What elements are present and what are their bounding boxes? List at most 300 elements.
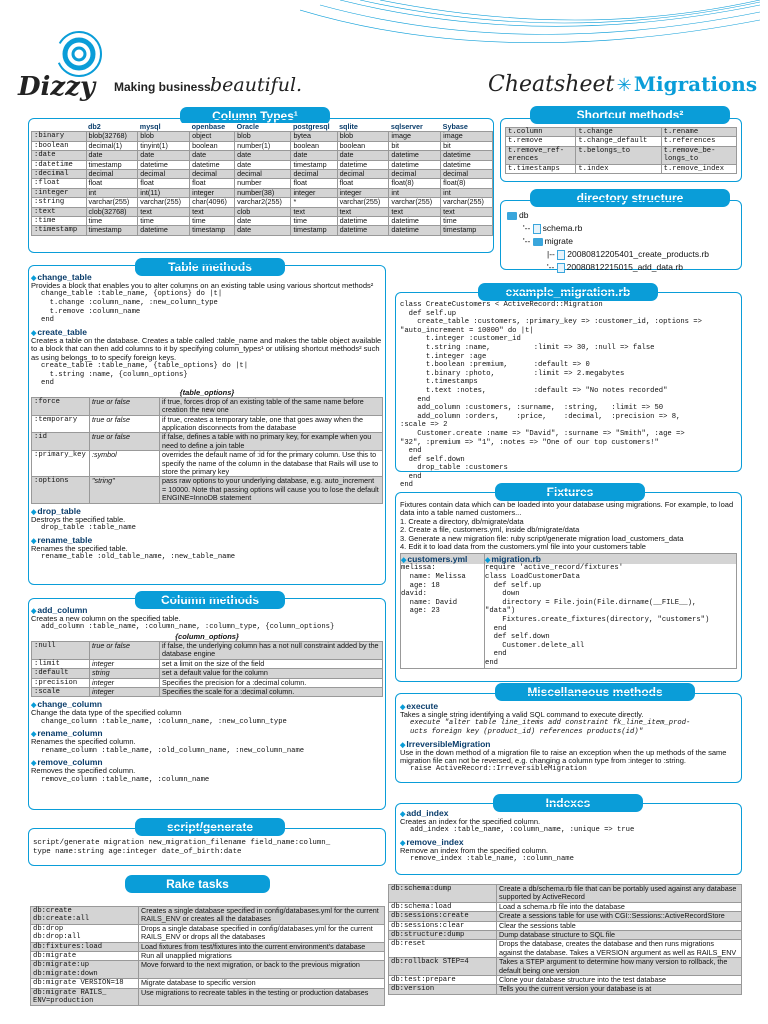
column-type-cell: char(4096) [190, 198, 235, 207]
column-type-name: :datetime [32, 160, 87, 169]
column-type-cell: date [235, 217, 291, 226]
column-types-header: Column Types¹ [180, 107, 330, 125]
column-type-cell: datetime [441, 160, 493, 169]
shortcut-cell: t.references [661, 137, 736, 146]
column-options-caption: {column_options} [175, 632, 239, 641]
table-row [389, 985, 742, 994]
option-desc: if false, the underlying column has a not null constraint added by the database engine [160, 642, 383, 660]
column-type-cell: float [138, 179, 190, 188]
option-name: :id [32, 433, 90, 451]
option-name: :precision [32, 678, 90, 687]
option-type: integer [90, 659, 160, 668]
option-type: true or false [90, 397, 160, 415]
script-generate-header: script/generate [135, 818, 285, 836]
column-type-cell: date [291, 151, 337, 160]
column-type-cell: clob(32768) [86, 207, 138, 216]
misc-methods-header: Miscellaneous methods [495, 683, 695, 701]
db-header-2: mysql [138, 123, 190, 132]
column-type-cell: datetime [337, 226, 389, 235]
drop-table-code: drop_table :table_name [41, 524, 136, 533]
table-row [32, 451, 383, 477]
shortcut-methods-section [500, 118, 742, 182]
column-type-cell: datetime [389, 217, 441, 226]
rake-command: db:migrate [31, 952, 139, 961]
shortcut-cell: t.remove [506, 137, 576, 146]
column-type-cell: decimal(1) [86, 141, 138, 150]
db-header-6: sqlite [337, 123, 389, 132]
column-type-cell: text [389, 207, 441, 216]
table-row [389, 912, 742, 921]
file-icon [557, 250, 565, 260]
folder-icon [533, 238, 543, 246]
execute-desc: Takes a single string identifying a valid SQL command to execute directly. [400, 710, 644, 719]
table-row [32, 198, 493, 207]
rake-desc: Move forward to the next migration, or back to the previous migration [139, 961, 385, 979]
execute-code: execute "alter table line_items add constraint fk_line_item_prod- ucts foreign key (product_id) references products(id)" [410, 719, 691, 736]
shortcut-cell: t.change_default [576, 137, 661, 146]
option-desc: set a limit on the size of the field [160, 659, 383, 668]
column-type-cell: float [190, 179, 235, 188]
option-type: integer [90, 678, 160, 687]
column-type-cell: decimal [190, 170, 235, 179]
example-migration-code: class CreateCustomers < ActiveRecord::Migration def self.up create_table :customers, :primary_key => :customer_id, :options => "auto_increment = 10000" do |t| t.integer :customer_id t.string :name, :limit => 30, :null => false t.integer :age t.boolean :premium, :default => 0 t.binary :photo, :limit => 2.megabytes t.timestamps t.text :notes, :default => "No notes recorded" end add_column :customers, :surname, :string, :limit => 50 add_column :orders, :price, :decimal, :precision => 8, :scale => 2 Customer.create :name => "David", :surname => "Smith", :age => "32", :premium => "1", :notes => "One of our top customers!" end def self.down drop_table :customers end end [400, 301, 702, 490]
column-type-cell: text [441, 207, 493, 216]
shortcut-cell: t.remove_index [661, 164, 736, 173]
change-column-desc: Change the data type of the specified column [31, 708, 182, 718]
column-type-cell: timestamp [86, 226, 138, 235]
option-name: :primary_key [32, 451, 90, 477]
option-type: true or false [90, 415, 160, 433]
table-row [32, 688, 383, 697]
table-row [31, 907, 385, 925]
column-type-cell: datetime [138, 160, 190, 169]
column-type-cell: int [86, 188, 138, 197]
table-methods-header: Table methods [135, 258, 285, 276]
indexes-header: Indexes [493, 794, 643, 812]
fixtures-files [400, 553, 737, 668]
table-row [32, 477, 383, 503]
column-type-cell: time [441, 217, 493, 226]
column-type-cell: integer [291, 188, 337, 197]
column-type-cell: float [86, 179, 138, 188]
column-type-cell: decimal [86, 170, 138, 179]
table-row [32, 415, 383, 433]
column-type-cell: integer [337, 188, 389, 197]
column-type-cell: boolean [190, 141, 235, 150]
column-type-cell: object [190, 132, 235, 141]
change-table-desc: Provides a block that enables you to alter columns on an existing table using various shortcut methods² [31, 281, 374, 290]
tree-file-2: '-- 20080812215015_add_data.rb [547, 262, 683, 272]
example-migration-header: example_migration.rb [478, 283, 658, 301]
option-desc: if true, forces drop of an existing table of the same name before creation the new one [160, 397, 383, 415]
script-generate-code: script/generate migration new_migration_filename field_name:column_ type name:string age:integer date_of_birth:date [33, 839, 331, 856]
file-icon [533, 224, 541, 234]
column-type-name: :integer [32, 188, 87, 197]
rake-desc: Create a sessions table for use with CGI::Sessions::ActiveRecordStore [497, 912, 742, 921]
column-type-name: :binary [32, 132, 87, 141]
irreversible-code: raise ActiveRecord::IrreversibleMigration [410, 765, 587, 774]
db-header-8: Sybase [441, 123, 493, 132]
type-header [32, 123, 87, 132]
fixtures-step-3: 3. Generate a new migration file: ruby script/generate migration load_customers_data [400, 533, 684, 543]
column-type-cell: number(1) [235, 141, 291, 150]
add-index-desc: Creates an index for the specified column. [400, 817, 541, 826]
rename-table-heading: ◆ rename_table [31, 535, 383, 545]
swirl-decoration [300, 0, 760, 75]
rake-command: db:migrate RAILS_ ENV=production [31, 988, 139, 1006]
option-type: true or false [90, 642, 160, 660]
column-type-cell: varchar(255) [441, 198, 493, 207]
column-methods-section [28, 598, 386, 810]
shortcut-cell: t.rename [661, 128, 736, 137]
column-type-cell: varchar(255) [389, 198, 441, 207]
column-type-cell: time [86, 217, 138, 226]
table-row [389, 885, 742, 903]
rake-command: db:sessions:create [389, 912, 497, 921]
column-type-cell: int [441, 188, 493, 197]
option-desc: set a default value for the column [160, 669, 383, 678]
column-type-cell: datetime [337, 160, 389, 169]
column-type-cell: datetime [337, 217, 389, 226]
rake-command: db:rollback STEP=4 [389, 958, 497, 976]
column-type-cell: blob [138, 132, 190, 141]
rake-desc: Load a schema.rb file into the database [497, 902, 742, 911]
folder-icon [507, 212, 517, 220]
shortcut-cell: t.remove_ref- erences [506, 146, 576, 164]
indexes-section [395, 803, 742, 875]
add-index-code: add_index :table_name, :column_name, :unique => true [410, 826, 635, 835]
option-name: :default [32, 669, 90, 678]
rake-command: db:fixtures:load [31, 942, 139, 951]
column-type-cell: float(8) [389, 179, 441, 188]
column-type-cell: bytea [291, 132, 337, 141]
create-table-code: create_table :table_name, {table_options} do |t| t.string :name, {column_options} end [41, 362, 249, 388]
shortcut-cell: t.column [506, 128, 576, 137]
column-type-cell: tinyint(1) [138, 141, 190, 150]
column-type-name: :timestamp [32, 226, 87, 235]
column-type-cell: timestamp [291, 160, 337, 169]
column-type-cell: number(38) [235, 188, 291, 197]
db-header-3: openbase [190, 123, 235, 132]
rake-command: db:schema:dump [389, 885, 497, 903]
column-type-cell: blob [235, 132, 291, 141]
irreversible-heading: ◆ IrreversibleMigration [400, 739, 737, 749]
option-type: "string" [90, 477, 160, 503]
rename-column-heading: ◆ rename_column [31, 728, 383, 738]
column-type-cell: text [190, 207, 235, 216]
option-desc: if false, defines a table with no primary key, for example when you need to define a join table [160, 433, 383, 451]
rake-desc: Use migrations to recreate tables in the testing or production databases [139, 988, 385, 1006]
table-row [389, 958, 742, 976]
tree-db: db [507, 209, 735, 222]
rake-command: db:migrate:up db:migrate:down [31, 961, 139, 979]
table-row [31, 924, 385, 942]
table-row [32, 669, 383, 678]
create-table-desc: Creates a table on the database. Creates a table called :table_name and makes the table object available to a block that can then add columns to it by specifying column_types¹ or utilising shortcut methods² such as using belongs_to to specify foreign keys. [31, 335, 382, 362]
rake-desc: Create a db/schema.rb file that can be portably used against any database supported by ActiveRecord [497, 885, 742, 903]
table-row [32, 179, 493, 188]
rake-command: db:structure:dump [389, 931, 497, 940]
rename-column-code: rename_column :table_name, :old_column_name, :new_column_name [41, 746, 305, 755]
column-type-cell: timestamp [441, 226, 493, 235]
fixtures-desc: Fixtures contain data which can be loaded into your database using migrations. For example, to load data into a table named customers... [400, 500, 734, 518]
column-type-cell: blob(32768) [86, 132, 138, 141]
rake-command: db:sessions:clear [389, 921, 497, 930]
change-table-code: change_table :table_name, {options} do |t| t.change :column_name, :new_column_type t.remove :column_name end [41, 290, 223, 325]
remove-column-code: remove_column :table_name, :column_name [41, 775, 210, 784]
rake-table-left [30, 906, 385, 1006]
table-options-table [31, 397, 383, 504]
column-type-cell: datetime [389, 151, 441, 160]
table-row [32, 397, 383, 415]
rake-desc: Load fixtures from test/fixtures into the current environment's database [139, 942, 385, 951]
rake-desc: Dump database structure to SQL file [497, 931, 742, 940]
shortcut-cell: t.belongs_to [576, 146, 661, 164]
table-row [506, 128, 737, 137]
rake-desc: Tells you the current version your database is at [497, 985, 742, 994]
tree-file-1: |-- 20080812205401_create_products.rb [547, 249, 710, 259]
table-row [32, 642, 383, 660]
rake-command: db:migrate VERSION=18 [31, 979, 139, 988]
directory-header: directory structure [530, 189, 730, 207]
rake-desc: Drops a single database specified in config/databases.yml for the current RAILS_ENV or drops all the databases [139, 924, 385, 942]
option-type: true or false [90, 433, 160, 451]
rake-command: db:schema:load [389, 902, 497, 911]
add-column-desc: Creates a new column on the specified table. [31, 614, 181, 623]
fixtures-step-4: 4. Edit it to load data from the customers.yml file into your customers table [400, 542, 646, 552]
irreversible-desc: Use in the down method of a migration file to raise an exception when the up methods of the same migration file can not be reversed, e.g. changing a column type from :integer to :string. [400, 747, 727, 765]
fixtures-step-2: 2. Create a file, customers.yml, inside db/migrate/data [400, 525, 580, 535]
column-type-name: :date [32, 151, 87, 160]
tagline-script: beautiful. [210, 74, 303, 96]
column-type-cell: boolean [337, 141, 389, 150]
column-type-cell: timestamp [86, 160, 138, 169]
option-name: :limit [32, 659, 90, 668]
migration-rb-heading: ◆ migration.rb [485, 554, 736, 564]
option-type: :symbol [90, 451, 160, 477]
column-type-cell: decimal [235, 170, 291, 179]
rename-column-desc: Renames the specified column. [31, 737, 136, 747]
column-type-cell: date [138, 151, 190, 160]
fixtures-header: Fixtures [495, 483, 645, 501]
misc-methods-section [395, 693, 742, 783]
drop-table-desc: Destroys the specified table. [31, 514, 126, 524]
column-type-cell: time [291, 217, 337, 226]
add-column-code: add_column :table_name, :column_name, :column_type, {column_options} [41, 623, 335, 632]
change-table-heading: ◆ change_table [31, 272, 383, 282]
column-type-cell: decimal [138, 170, 190, 179]
column-type-cell: float(8) [441, 179, 493, 188]
column-type-cell: varchar(255) [86, 198, 138, 207]
script-generate-section [28, 828, 386, 866]
option-desc: Specifies the scale for a :decimal column. [160, 688, 383, 697]
remove-index-heading: ◆ remove_index [400, 837, 737, 847]
column-type-cell: date [86, 151, 138, 160]
change-column-code: change_column :table_name, :column_name, :new_column_type [41, 717, 287, 726]
column-type-cell: bit [441, 141, 493, 150]
column-types-section [28, 118, 494, 253]
table-row [32, 433, 383, 451]
table-options-caption: {table_options} [179, 387, 235, 397]
option-name: :force [32, 397, 90, 415]
option-type: string [90, 669, 160, 678]
option-desc: if true, creates a temporary table, one that goes away when the application disconnects from the database [160, 415, 383, 433]
shortcut-cell: t.index [576, 164, 661, 173]
column-type-cell: varchar(255) [337, 198, 389, 207]
column-type-cell: text [291, 207, 337, 216]
add-column-heading: ◆ add_column [31, 605, 383, 615]
fixtures-step-1: 1. Create a directory, db/migrate/data [400, 516, 524, 526]
table-row [32, 151, 493, 160]
column-type-cell: date [235, 226, 291, 235]
column-type-name: :float [32, 179, 87, 188]
column-type-cell: datetime [190, 160, 235, 169]
rename-table-desc: Renames the specified table. [31, 543, 128, 553]
db-header-4: Oracle [235, 123, 291, 132]
table-row [389, 940, 742, 958]
rake-desc: Migrate database to specific version [139, 979, 385, 988]
shortcut-cell: t.timestamps [506, 164, 576, 173]
column-type-name: :text [32, 207, 87, 216]
rake-desc: Clear the sessions table [497, 921, 742, 930]
table-row [32, 132, 493, 141]
column-type-cell: text [138, 207, 190, 216]
shortcut-methods-header: Shortcut methods² [530, 106, 730, 124]
remove-index-desc: Remove an index from the specified column. [400, 846, 548, 855]
table-row [31, 979, 385, 988]
drop-table-heading: ◆ drop_table [31, 506, 383, 516]
option-type: integer [90, 688, 160, 697]
column-methods-header: Column methods [135, 591, 285, 609]
table-row [31, 988, 385, 1006]
rake-desc: Drops the database, creates the database and then runs migrations against the database. Takes a VERSION argument as well as RAILS_ENV [497, 940, 742, 958]
column-type-cell: image [389, 132, 441, 141]
rake-command: db:create db:create:all [31, 907, 139, 925]
rake-desc: Run all unapplied migrations [139, 952, 385, 961]
table-row [506, 164, 737, 173]
remove-column-heading: ◆ remove_column [31, 757, 383, 767]
option-desc: pass raw options to your underlying database, e.g. auto_increment = 10000. Note that passing options will cause you to lose the default ENGINE=InnoDB statement [160, 477, 383, 503]
column-types-table [31, 123, 493, 236]
column-type-cell: blob [337, 132, 389, 141]
execute-heading: ◆ execute [400, 701, 737, 711]
remove-column-desc: Removes the specified column. [31, 766, 136, 776]
remove-index-code: remove_index :table_name, :column_name [410, 855, 574, 864]
migration-rb-code: require 'active_record/fixtures' class LoadCustomerData def self.up down directory = File.join(File.dirname(__FILE__), "data") Fixtures.create_fixtures(directory, "customers") end def self.down Customer.delete_all end end [485, 564, 710, 667]
table-row [506, 137, 737, 146]
directory-section [500, 200, 742, 270]
column-type-cell: * [291, 198, 337, 207]
rake-command: db:test:prepare [389, 976, 497, 985]
option-name: :scale [32, 688, 90, 697]
column-type-cell: time [190, 217, 235, 226]
example-migration-section [395, 292, 742, 490]
rake-desc: Creates a single database specified in config/databases.yml for the current RAILS_ENV or creates all the databases [139, 907, 385, 925]
column-type-name: :decimal [32, 170, 87, 179]
tree-schema: '-- schema.rb [523, 223, 583, 233]
column-type-cell: clob [235, 207, 291, 216]
column-type-cell: number [235, 179, 291, 188]
rake-command: db:version [389, 985, 497, 994]
page-title: Cheatsheet ✳ Migrations [488, 72, 758, 97]
option-name: :null [32, 642, 90, 660]
customers-yml-code: melissa: name: Melissa age: 18 david: name: David age: 23 [401, 564, 466, 616]
column-type-cell: boolean [291, 141, 337, 150]
tagline: Making business [114, 80, 211, 94]
db-header-1: db2 [86, 123, 138, 132]
table-row [31, 961, 385, 979]
rake-desc: Clone your database structure into the test database [497, 976, 742, 985]
option-name: :options [32, 477, 90, 503]
shortcut-cell: t.change [576, 128, 661, 137]
column-type-cell: timestamp [190, 226, 235, 235]
option-desc: Specifies the precision for a :decimal column. [160, 678, 383, 687]
column-type-cell: timestamp [291, 226, 337, 235]
option-name: :temporary [32, 415, 90, 433]
column-type-cell: decimal [337, 170, 389, 179]
table-methods-section [28, 265, 386, 585]
column-type-cell: int(11) [138, 188, 190, 197]
table-row [506, 146, 737, 164]
shortcut-table [505, 127, 737, 174]
column-type-cell: date [235, 151, 291, 160]
column-type-cell: time [138, 217, 190, 226]
column-type-cell: decimal [441, 170, 493, 179]
column-type-cell: datetime [389, 160, 441, 169]
column-type-cell: date [235, 160, 291, 169]
rake-tasks-left [30, 906, 385, 1006]
create-table-heading: ◆ create_table [31, 327, 383, 337]
column-type-name: :time [32, 217, 87, 226]
rake-tasks-header: Rake tasks [125, 875, 270, 893]
db-header-5: postgresql [291, 123, 337, 132]
column-type-cell: datetime [389, 226, 441, 235]
rake-command: db:drop db:drop:all [31, 924, 139, 942]
column-type-cell: varchar2(255) [235, 198, 291, 207]
column-type-cell: int [389, 188, 441, 197]
change-column-heading: ◆ change_column [31, 699, 383, 709]
tree-migrate: '-- migrate [523, 236, 573, 246]
column-type-cell: bit [389, 141, 441, 150]
column-type-cell: text [337, 207, 389, 216]
column-type-cell: image [441, 132, 493, 141]
fixtures-section [395, 492, 742, 682]
column-options-table [31, 641, 383, 697]
column-type-cell: varchar(255) [138, 198, 190, 207]
db-header-7: sqlserver [389, 123, 441, 132]
logo-wordmark: Dizzy [18, 72, 96, 102]
shortcut-cell: t.remove_be- longs_to [661, 146, 736, 164]
column-type-cell: datetime [138, 226, 190, 235]
rake-table-right [388, 884, 742, 995]
column-type-cell: float [337, 179, 389, 188]
table-row [32, 226, 493, 235]
column-type-cell: integer [190, 188, 235, 197]
rake-desc: Takes a STEP argument to determine how many version to rollback, the default being one version [497, 958, 742, 976]
column-type-cell: date [190, 151, 235, 160]
column-type-cell: date [337, 151, 389, 160]
column-type-cell: datetime [441, 151, 493, 160]
customers-yml-heading: ◆ customers.yml [401, 554, 484, 564]
column-type-name: :string [32, 198, 87, 207]
column-type-name: :boolean [32, 141, 87, 150]
column-type-cell: float [291, 179, 337, 188]
column-type-cell: decimal [389, 170, 441, 179]
add-index-heading: ◆ add_index [400, 808, 737, 818]
file-icon [557, 263, 565, 273]
rename-table-code: rename_table :old_table_name, :new_table_name [41, 553, 236, 562]
asterisk-icon: ✳ [616, 75, 632, 95]
